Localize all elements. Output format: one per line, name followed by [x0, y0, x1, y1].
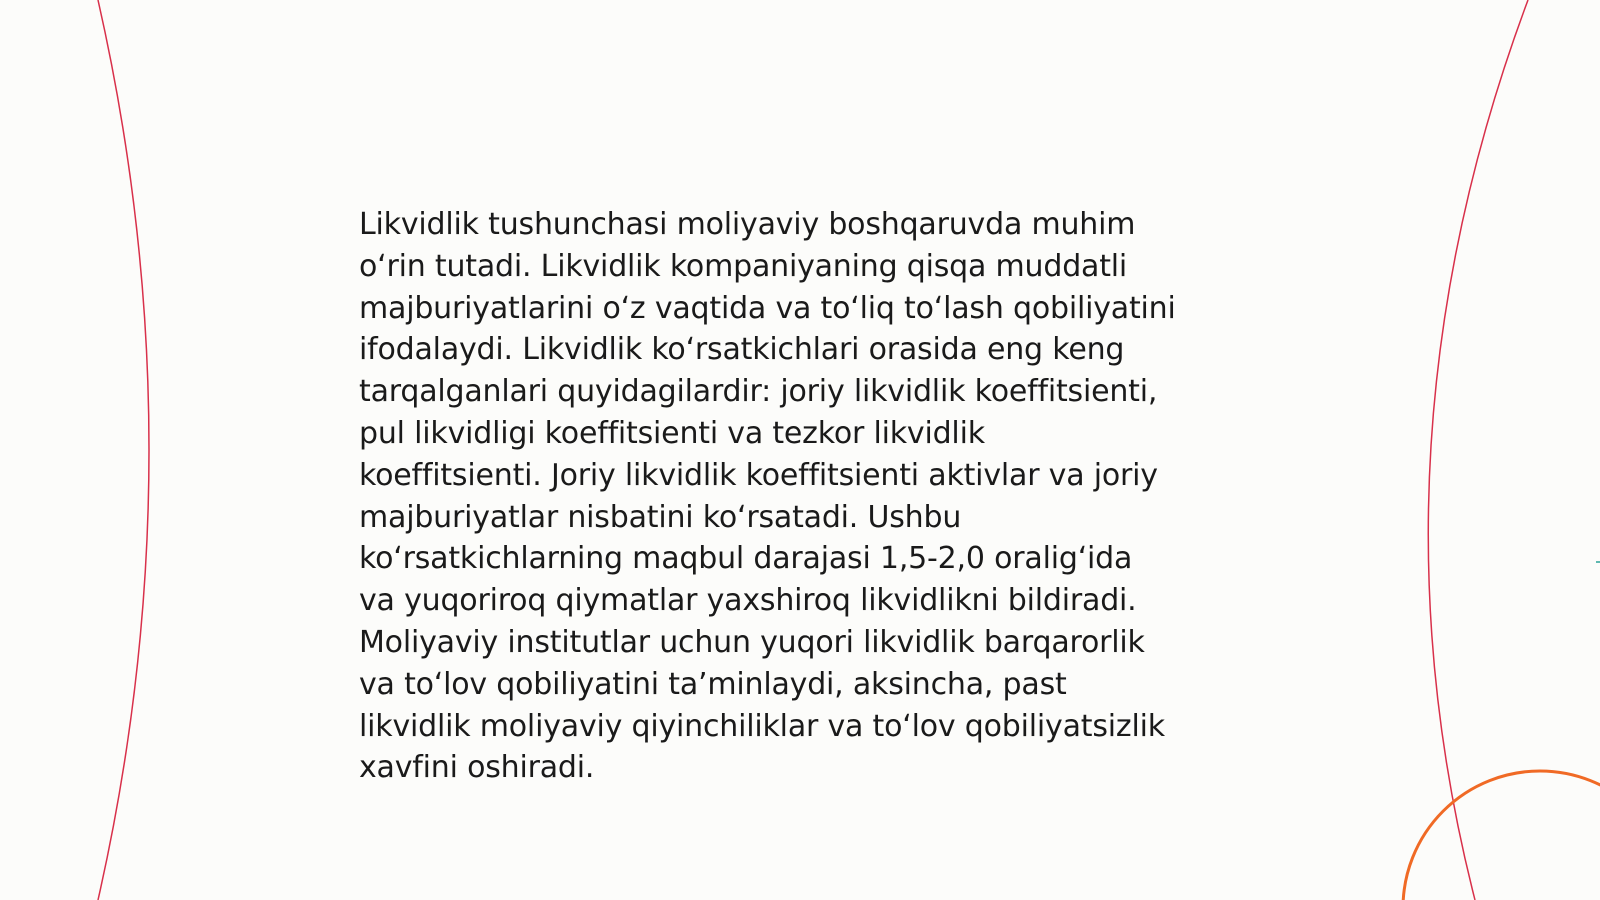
left-arc	[98, 0, 149, 900]
orange-circle	[1403, 771, 1600, 900]
body-paragraph: Likvidlik tushunchasi moliyaviy boshqaruvda muhim o‘rin tutadi. Likvidlik kompaniyaning qisqa muddatli majburiyatlarini o‘z vaqtida va to‘liq to‘lash qobiliyatini ifodalaydi. Likvidlik ko‘rsatkichlari orasida eng keng tarqalganlari quyidagilardir: joriy likvidlik koeffitsienti, pul likvidligi koeffitsienti va tezkor likvidlik koeffitsienti. Joriy likvidlik koeffitsienti aktivlar va joriy majburiyatlar nisbatini ko‘rsatadi. Ushbu ko‘rsatkichlarning maqbul darajasi 1,5-2,0 oralig‘ida va yuqoriroq qiymatlar yaxshiroq likvidlikni bildiradi. Moliyaviy institutlar uchun yuqori likvidlik barqarorlik va to‘lov qobiliyatini ta’minlaydi, aksincha, past likvidlik moliyaviy qiyinchiliklar va to‘lov qobiliyatsizlik xavfini oshiradi.	[359, 207, 1176, 786]
right-arc	[1428, 0, 1528, 900]
